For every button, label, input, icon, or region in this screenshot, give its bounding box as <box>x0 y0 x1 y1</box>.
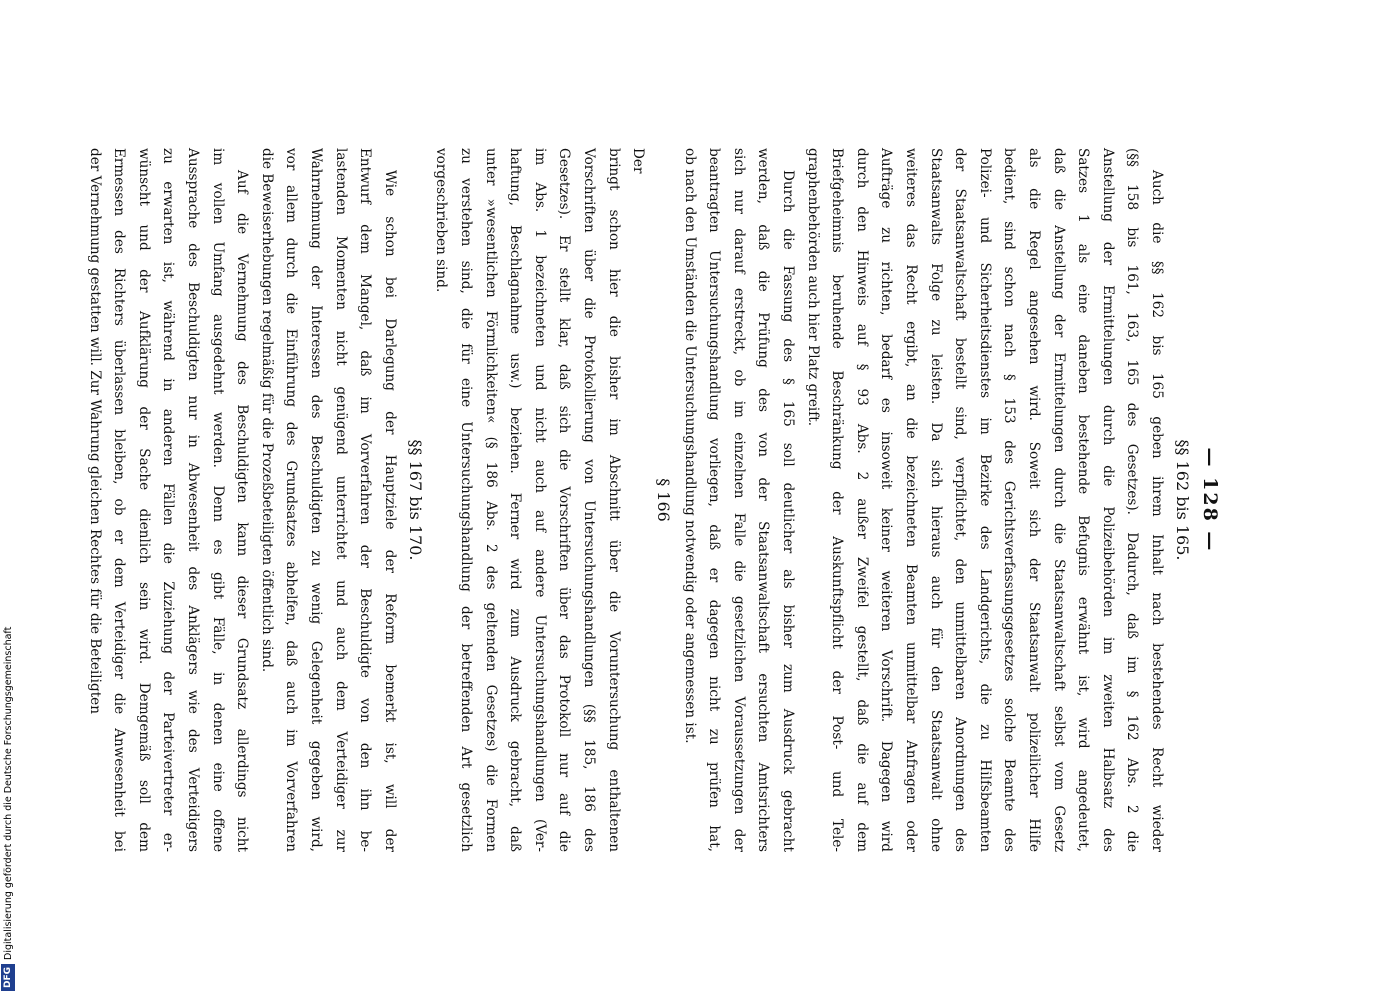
text-line: graphenbehörden auch hier Platz greift. <box>804 148 821 427</box>
text-line: zu verstehen sind, die für eine Untersuchungshandlung der betreffenden Art gesetzlich <box>457 148 474 852</box>
page-text-area <box>86 148 1222 852</box>
text-line: ob nach den Umständen die Untersuchungshandlung notwendig oder angemessen ist. <box>681 148 698 744</box>
digitization-notice <box>1 11 15 991</box>
text-line: Anstellung der Ermittelungen durch die Polizeibehörden im zweiten Halbsatz des <box>1099 148 1116 852</box>
text-line: Vorschriften über die Protokollierung von Untersuchungshandlungen (§§ 185, 186 des <box>580 148 597 852</box>
paragraph <box>254 148 402 852</box>
text-line: Durch die Fassung des § 165 soll deutlicher als bisher zum Ausdruck gebracht <box>780 170 797 852</box>
section-heading: § 166 <box>654 478 674 522</box>
text-line: werden, daß die Prüfung des von der Staatsanwaltschaft ersuchten Amtsrichters <box>755 148 772 852</box>
text-line: Aussprache des Beschuldigten nur in Abwesenheit des Anklägers wie des Verteidigers <box>185 148 202 852</box>
text-line: haftung, Beschlagnahme usw.) beziehen. Ferner wird zum Ausdruck gebracht, daß <box>507 148 524 852</box>
section-heading: §§ 162 bis 165. <box>1173 439 1192 561</box>
text-line: daß die Anstellung der Ermittelungen durch die Staatsanwaltschaft selbst vom Gesetz <box>1050 148 1067 852</box>
text-line: weiteres das Recht ergibt, an die bezeichneten Beamten unmittelbar Anfragen oder <box>903 148 920 852</box>
text-line: Ermessen des Richters überlassen bleiben, ob er dem Verteidiger die Anwesenheit bei <box>111 148 128 852</box>
text-line: durch den Hinweis auf § 93 Abs. 2 außer Zweifel gestellt, daß die auf dem <box>853 148 870 852</box>
text-line: sich nur darauf erstreckt, ob im einzelnen Falle die gesetzlichen Voraussetzungen der <box>730 148 747 852</box>
text-line: im vollen Umfang ausgedehnt werden. Denn es gibt Fälle, in denen eine offene <box>209 148 226 852</box>
text-line: der Vernehmung gestatten will. Zur Wahrung gleichen Rechtes für die Beteiligten <box>86 148 103 714</box>
text-line: bedient, sind schon nach § 153 des Gerichtsverfassungsgesetzes solche Beamte des <box>1001 148 1018 852</box>
text-line: Polizei- und Sicherheitsdienstes im Bezirke des Landgerichts, die zu Hilfsbeamten <box>976 148 993 852</box>
paragraph <box>800 148 1169 852</box>
text-line: vorgeschrieben sind. <box>433 148 450 293</box>
paragraph <box>82 148 254 852</box>
text-line: bringt schon hier die bisher im Abschnitt über die Voruntersuchung enthaltenen <box>605 148 622 852</box>
text-line: im Abs. 1 bezeichneten und nicht auch auf andere Untersuchungshandlungen (Ver- <box>531 148 548 852</box>
text-line: vor allem durch die Einführung des Grundsatzes abhelfen, daß auch im Vorverfahren <box>283 148 300 852</box>
text-line: beantragten Untersuchungshandlung vorliegen, daß er dagegen nicht zu prüfen hat, <box>706 148 723 852</box>
text-line: Aufträge zu richten, bedarf es insoweit keiner weiteren Vorschrift. Dagegen wird <box>878 148 895 852</box>
text-line: Der <box>630 148 647 174</box>
text-line: Auch die §§ 162 bis 165 geben ihrem Inhalt nach bestehendes Recht wieder <box>1149 170 1165 852</box>
text-line: lastenden Momenten nicht genügend unterrichtet und auch dem Verteidiger zur <box>332 148 349 852</box>
digitization-notice-text: Digitalisierung gefördert durch die Deutsche Forschungsgemeinschaft <box>2 626 14 960</box>
text-line: Entwurf dem Mangel, daß im Vorverfahren der Beschuldigte von den ihn be- <box>357 148 374 852</box>
text-line: als die Regel angesehen wird. Soweit sich der Staatsanwalt polizeilicher Hilfe <box>1026 148 1043 852</box>
section-heading: §§ 167 bis 170. <box>405 439 425 561</box>
rotated-book-page <box>86 120 1238 880</box>
text-line: unter »wesentlichen Förmlichkeiten« (§ 186 Abs. 2 des geltenden Gesetzes) die Formen <box>482 148 499 852</box>
text-line: (§§ 158 bis 161, 163, 165 des Gesetzes). Dadurch, daß im § 162 Abs. 2 die <box>1124 148 1141 852</box>
page-sections <box>82 148 1192 852</box>
text-line: Satzes 1 als eine daneben bestehende Befugnis erwähnt ist, wird angedeutet, <box>1075 148 1092 852</box>
text-line: Staatsanwalts Folge zu leisten. Da sich hieraus auch für den Staatsanwalt ohne <box>927 148 944 852</box>
text-line: die Beweiserhebungen regelmäßig für die Prozeßbeteiligten öffentlich sind. <box>258 148 275 673</box>
paragraph <box>677 148 800 852</box>
text-line: Wahrnehmung der Interessen des Beschuldigten zu wenig Gelegenheit gegeben wird, <box>308 148 324 852</box>
text-line: Auf die Vernehmung des Beschuldigten kann dieser Grundsatz allerdings nicht <box>234 170 251 852</box>
text-line: Wie schon bei Darlegung der Hauptziele der Reform bemerkt ist, will der <box>381 170 398 852</box>
dfg-logo: DFG <box>1 964 15 991</box>
page-number: — 128 — <box>1199 447 1221 553</box>
paragraph <box>429 148 650 852</box>
text-line: wünscht und der Aufklärung der Sache dienlich sein wird. Demgemäß soll dem <box>135 148 152 852</box>
text-line: der Staatsanwaltschaft bestellt sind, verpflichtet, den unmittelbaren Anordnungen des <box>952 148 969 852</box>
text-line: Briefgeheimnis beruhende Beschränkung der Auskunftspflicht der Post- und Tele- <box>829 148 846 852</box>
text-line: Gesetzes). Er stellt klar, daß sich die Vorschriften über das Protokoll nur auf die <box>556 148 573 852</box>
text-line: zu erwarten ist, während in anderen Fällen die Zuziehung der Parteivertreter er- <box>160 148 177 852</box>
